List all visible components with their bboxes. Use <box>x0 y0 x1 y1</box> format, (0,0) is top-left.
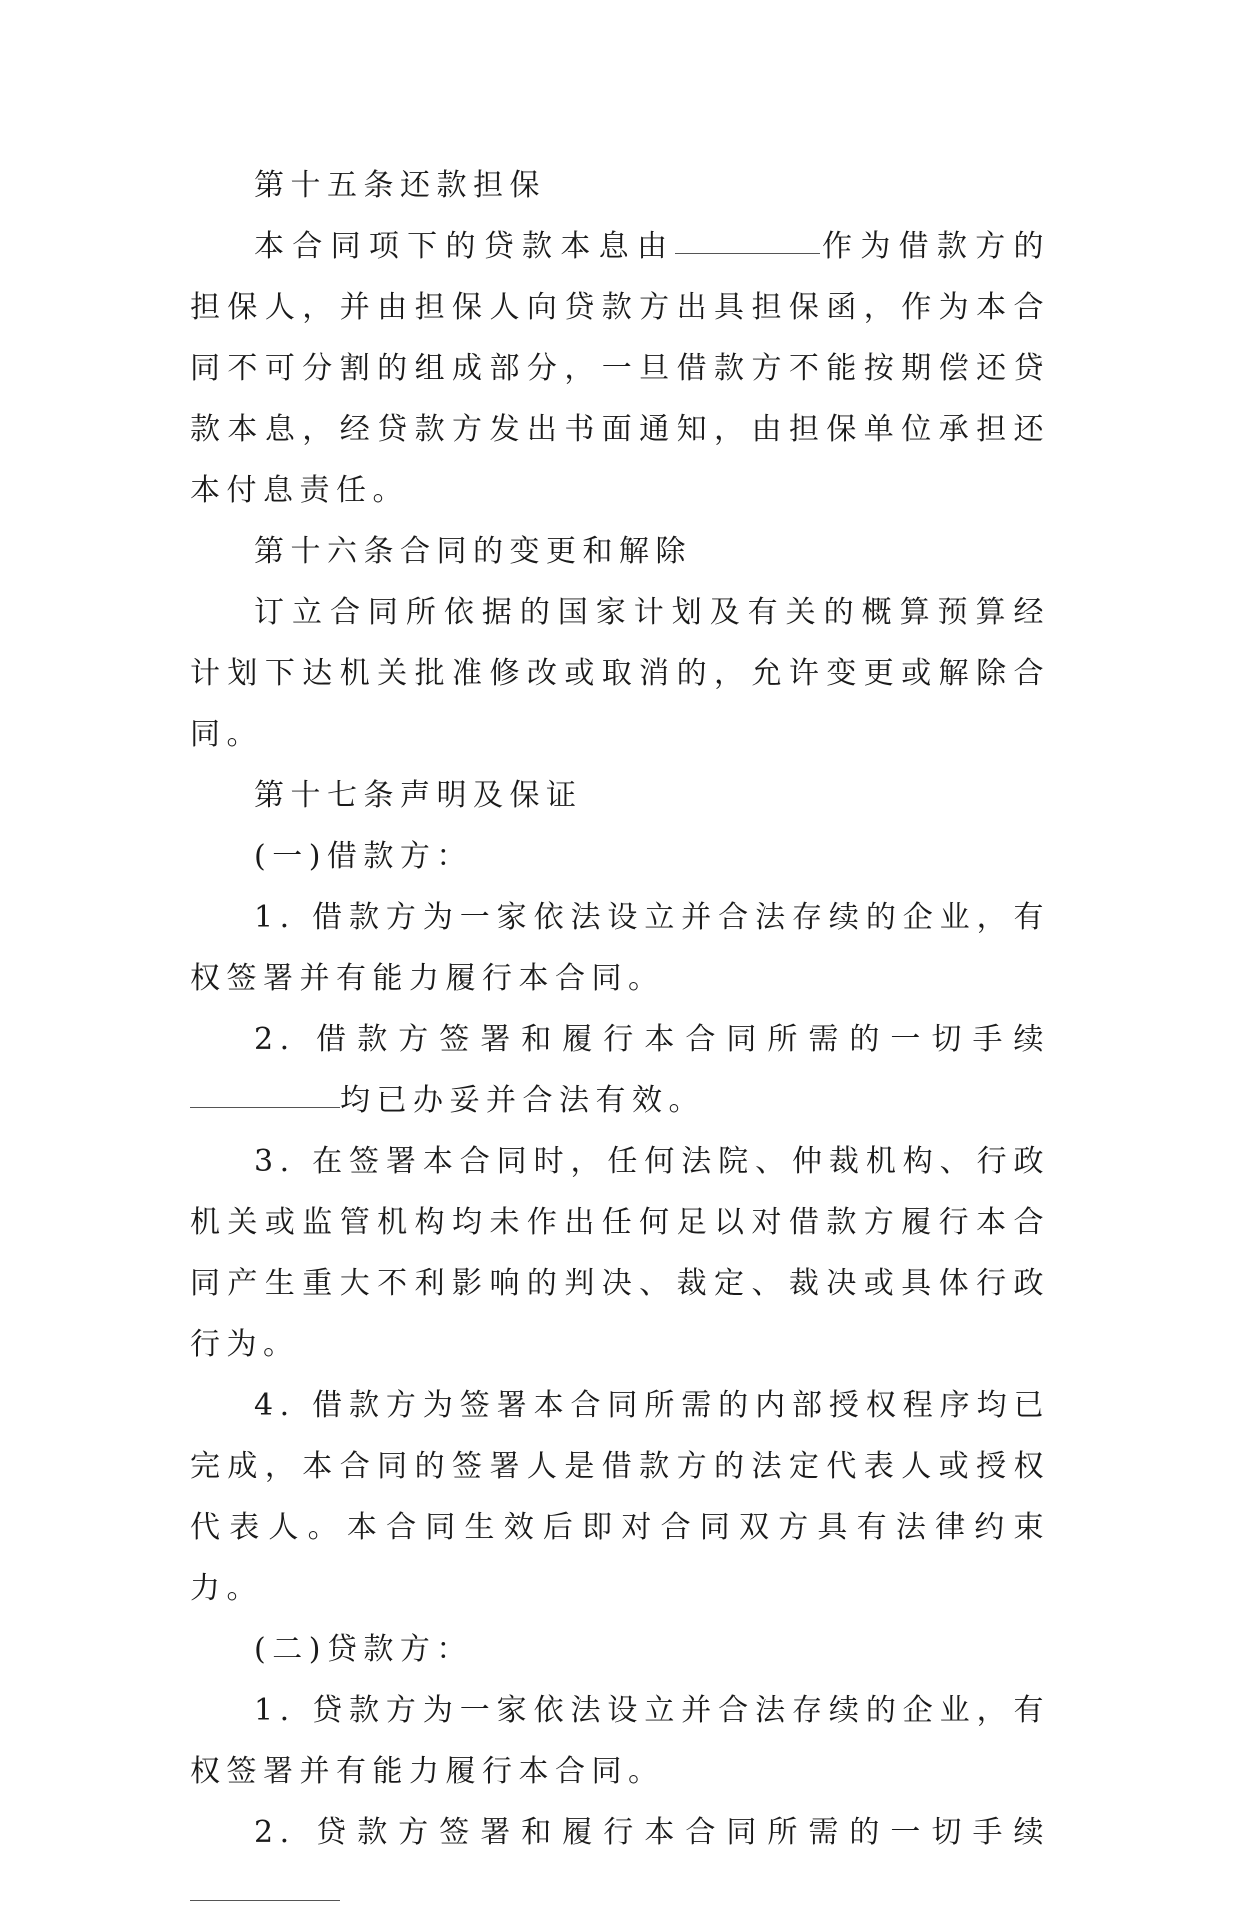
section-15-text-end: 作为借款方的担保人，并由担保人向贷款方出具担保函，作为本合同不可分割的组成部分，一旦借款方不能按期偿还贷款本息，经贷款方发出书面通知，由担保单位承担还本付息责任。 <box>190 229 1051 508</box>
guarantor-blank <box>675 252 820 254</box>
borrower-procedures-blank <box>190 1106 340 1108</box>
lender-procedures-blank <box>190 1899 340 1901</box>
section-16-paragraph: 订立合同所依据的国家计划及有关的概算预算经计划下达机关批准修改或取消的，允许变更或解除合同。 <box>190 595 1050 752</box>
lender-item-2 <box>190 1802 1050 1924</box>
section-17-title: 第十七条声明及保证 <box>254 778 583 813</box>
borrower-item-2 <box>190 1009 1050 1131</box>
section-15-title: 第十五条还款担保 <box>254 168 546 203</box>
borrower-item-2-text-end: 均已办妥并合法有效。 <box>340 1083 705 1118</box>
lender-item-1: 1. 贷款方为一家依法设立并合法存续的企业，有权签署并有能力履行本合同。 <box>190 1693 1050 1789</box>
borrower-item-1: 1. 借款方为一家依法设立并合法存续的企业，有权签署并有能力履行本合同。 <box>190 900 1050 996</box>
borrower-item-4: 4. 借款方为签署本合同所需的内部授权程序均已完成，本合同的签署人是借款方的法定代表人或授权代表人。本合同生效后即对合同双方具有法律约束力。 <box>190 1388 1050 1606</box>
section-16-title: 第十六条合同的变更和解除 <box>254 534 692 569</box>
section-15-text-start: 本合同项下的贷款本息由 <box>254 229 676 264</box>
document-body <box>190 155 1050 1924</box>
borrower-item-2-text: 2. 借款方签署和履行本合同所需的一切手续 <box>254 1022 1050 1057</box>
lender-heading: (二)贷款方： <box>254 1632 473 1667</box>
lender-item-2-text: 2. 贷款方签署和履行本合同所需的一切手续 <box>254 1815 1050 1850</box>
borrower-item-3: 3. 在签署本合同时，任何法院、仲裁机构、行政机关或监管机构均未作出任何足以对借款方履行本合同产生重大不利影响的判决、裁定、裁决或具体行政行为。 <box>190 1144 1050 1362</box>
section-15-paragraph <box>190 216 1050 521</box>
borrower-heading: (一)借款方： <box>254 839 473 874</box>
